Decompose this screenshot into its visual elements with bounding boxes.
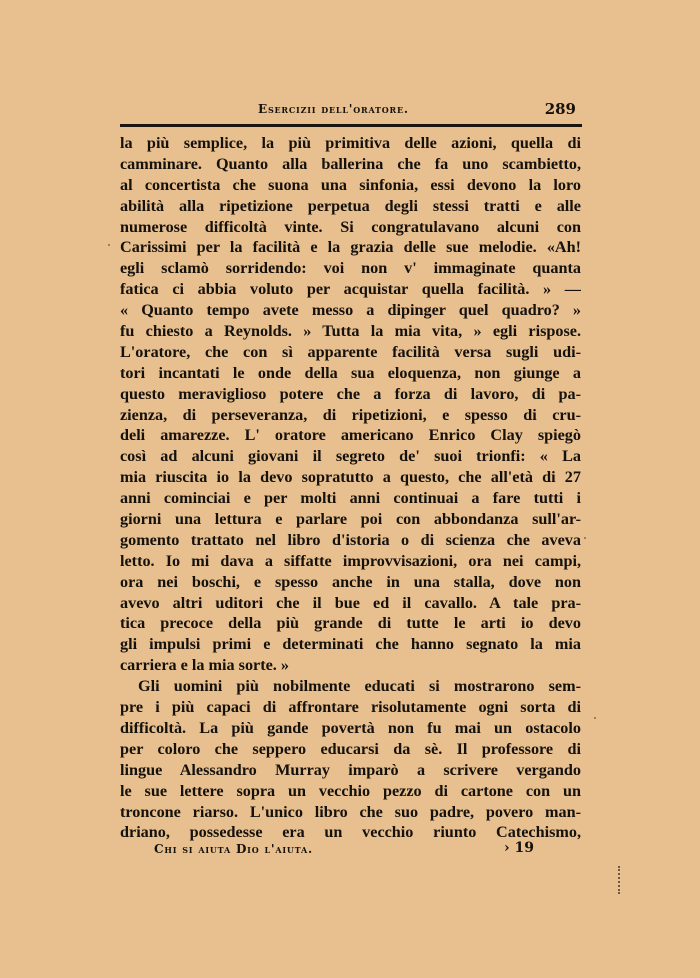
header-rule [120, 124, 582, 127]
text-line: Carissimi per la facilità e la grazia delle sue melodie. «Ah! [120, 238, 581, 257]
text-line: questo meraviglioso potere che a forza di lavoro, di pa- [120, 384, 581, 403]
text-line: troncone riarso. L'unico libro che suo padre, povero man- [120, 802, 581, 821]
text-line: le sue lettere sopra un vecchio pezzo di cartone con un [120, 781, 581, 800]
text-line: egli sclamò sorridendo: voi non v' immaginate quanta [120, 259, 581, 278]
page-number: 289 [544, 100, 576, 118]
text-line: così ad alcuni giovani il segreto de' suoi trionfi: « La [120, 447, 581, 466]
text-line: deli amarezze. L' oratore americano Enrico Clay spiegò [120, 426, 581, 445]
text-line: anni cominciai e per molti anni continuai a fare tutti i [120, 489, 581, 508]
text-line: per coloro che seppero educarsi da sè. Il professore di [120, 739, 581, 758]
paragraph-start-line: Gli uomini più nobilmente educati si mostrarono sem- [138, 677, 581, 696]
margin-specks [618, 866, 626, 894]
text-line: driano, possedesse era un vecchio riunto Catechismo, [120, 823, 581, 842]
text-line: lingue Alessandro Murray imparò a scrivere vergando [120, 760, 581, 779]
paragraph-end-line: carriera e la mia sorte. » [120, 656, 289, 675]
text-line: numerose difficoltà vinte. Si congratulavano alcuni con [120, 217, 581, 236]
text-line: gli impulsi primi e determinati che hanno segnato la mia [120, 635, 581, 654]
text-line: gomento trattato nel libro d'istoria o di scienza che aveva [120, 530, 581, 549]
text-line: ora nei boschi, e spesso anche in una stalla, dove non [120, 572, 581, 591]
text-line: fatica ci abbia voluto per acquistar quella facilità. » — [120, 280, 581, 299]
text-line: tica precoce della più grande di tutte le arti io devo [120, 614, 581, 633]
text-line: camminare. Quanto alla ballerina che fa uno scambietto, [120, 154, 581, 173]
signature-mark: › 19 [504, 840, 534, 856]
text-line: zienza, di perseveranza, di ripetizioni, e spesso di cru- [120, 405, 581, 424]
page-header [120, 100, 580, 122]
text-line: letto. Io mi dava a siffatte improvvisazioni, ora nei campi, [120, 551, 581, 570]
signature-line: Chi si aiuta Dio l'aiuta. [154, 842, 313, 856]
running-head: Esercizii dell'oratore. [258, 102, 409, 116]
text-line: la più semplice, la più primitiva delle azioni, quella di [120, 134, 581, 152]
text-line: mia riuscita io la devo sopratutto a questo, che all'età di 27 [120, 468, 581, 487]
text-line: abilità alla ripetizione perpetua degli stessi tratti e alle [120, 196, 581, 215]
text-line: fu chiesto a Reynolds. » Tutta la mia vita, » egli rispose. [120, 322, 581, 341]
text-line: difficoltà. La più gande povertà non fu mai un ostacolo [120, 718, 581, 737]
text-line: pre i più capaci di affrontare risolutamente ogni sorta di [120, 698, 581, 717]
text-line: avevo altri uditori che il bue ed il cavallo. A tale pra- [120, 593, 581, 612]
margin-speck [584, 537, 586, 539]
text-line: « Quanto tempo avete messo a dipinger quel quadro? » [120, 301, 581, 320]
text-line: tori incantati le onde della sua eloquenza, non giunge a [120, 363, 581, 382]
body-text [120, 133, 581, 843]
text-line: al concertista che suona una sinfonia, essi devono la loro [120, 175, 581, 194]
margin-speck [594, 717, 596, 719]
text-line: giorni una lettura e parlare poi con abbondanza sull'ar- [120, 510, 581, 529]
text-line: L'oratore, che con sì apparente facilità versa sugli udi- [120, 342, 581, 361]
margin-speck [108, 244, 110, 246]
